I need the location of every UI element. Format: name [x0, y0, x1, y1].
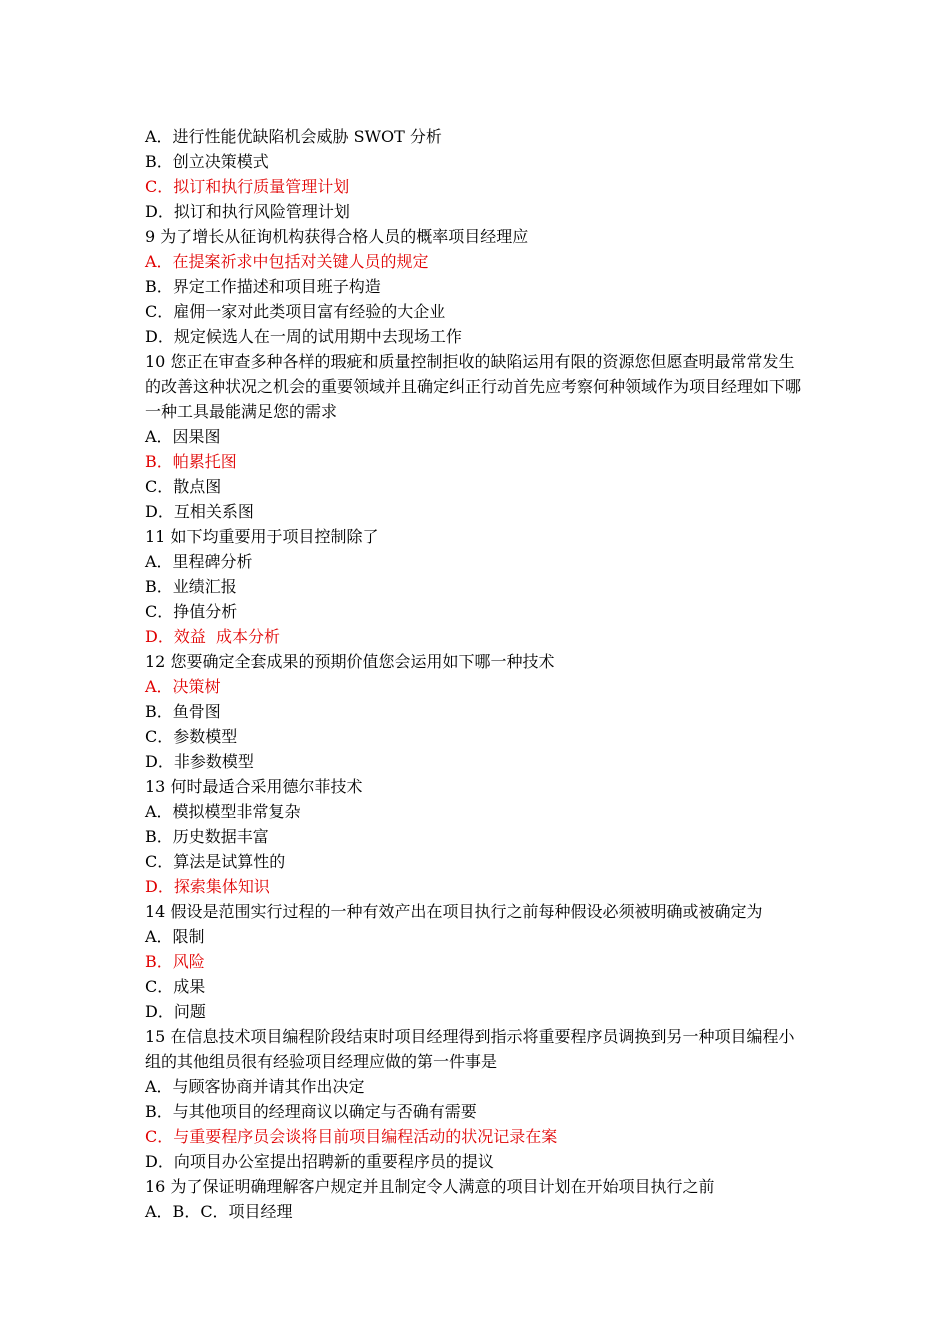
text-line: A．进行性能优缺陷机会威胁 SWOT 分析: [145, 127, 442, 146]
answer-line: D．探索集体知识: [145, 877, 270, 896]
text-line: A．与顾客协商并请其作出决定: [145, 1077, 365, 1096]
text-line: C．雇佣一家对此类项目富有经验的大企业: [145, 302, 446, 321]
text-line: D．规定候选人在一周的试用期中去现场工作: [145, 327, 462, 346]
text-line: D．问题: [145, 1002, 206, 1021]
text-line: B．创立决策模式: [145, 152, 269, 171]
text-line: C．挣值分析: [145, 602, 238, 621]
text-line: B．与其他项目的经理商议以确定与否确有需要: [145, 1102, 477, 1121]
text-line: B．鱼骨图: [145, 702, 221, 721]
text-line: D．拟订和执行风险管理计划: [145, 202, 350, 221]
text-line: A．限制: [145, 927, 205, 946]
text-line: 13 何时最适合采用德尔菲技术: [145, 777, 363, 796]
answer-line: B．帕累托图: [145, 452, 237, 471]
text-line: B．历史数据丰富: [145, 827, 269, 846]
text-line: 9 为了增长从征询机构获得合格人员的概率项目经理应: [145, 227, 529, 246]
text-line: D．非参数模型: [145, 752, 254, 771]
text-line: 14 假设是范围实行过程的一种有效产出在项目执行之前每种假设必须被明确或被确定为: [145, 902, 763, 921]
text-line: D．互相关系图: [145, 502, 254, 521]
text-line: A．B．C．项目经理: [145, 1202, 293, 1221]
text-line: C．散点图: [145, 477, 222, 496]
answer-line: A．在提案祈求中包括对关键人员的规定: [145, 252, 429, 271]
text-line: 16 为了保证明确理解客户规定并且制定令人满意的项目计划在开始项目执行之前: [145, 1177, 715, 1196]
text-line: D．向项目办公室提出招聘新的重要程序员的提议: [145, 1152, 494, 1171]
text-line: A．里程碑分析: [145, 552, 253, 571]
text-line: C．参数模型: [145, 727, 238, 746]
answer-line: C．与重要程序员会谈将目前项目编程活动的状况记录在案: [145, 1127, 558, 1146]
text-line: 12 您要确定全套成果的预期价值您会运用如下哪一种技术: [145, 652, 555, 671]
text-line: B．界定工作描述和项目班子构造: [145, 277, 381, 296]
text-line: C．算法是试算性的: [145, 852, 286, 871]
text-line: A．模拟模型非常复杂: [145, 802, 301, 821]
question-text-body: [145, 124, 807, 1224]
text-line: 10 您正在审查多种各样的瑕疵和质量控制拒收的缺陷运用有限的资源您但愿查明最常常发生的改善这种状况之机会的重要领域并且确定纠正行动首先应考察何种领域作为项目经理如下哪一种工具最能满足您的需求: [145, 352, 802, 421]
answer-line: D．效益 成本分析: [145, 627, 281, 646]
text-line: B．业绩汇报: [145, 577, 237, 596]
answer-line: B．风险: [145, 952, 205, 971]
text-line: 15 在信息技术项目编程阶段结束时项目经理得到指示将重要程序员调换到另一种项目编程小组的其他组员很有经验项目经理应做的第一件事是: [145, 1027, 795, 1071]
text-line: A．因果图: [145, 427, 221, 446]
text-line: C．成果: [145, 977, 206, 996]
answer-line: A．决策树: [145, 677, 221, 696]
text-line: 11 如下均重要用于项目控制除了: [145, 527, 379, 546]
answer-line: C．拟订和执行质量管理计划: [145, 177, 350, 196]
